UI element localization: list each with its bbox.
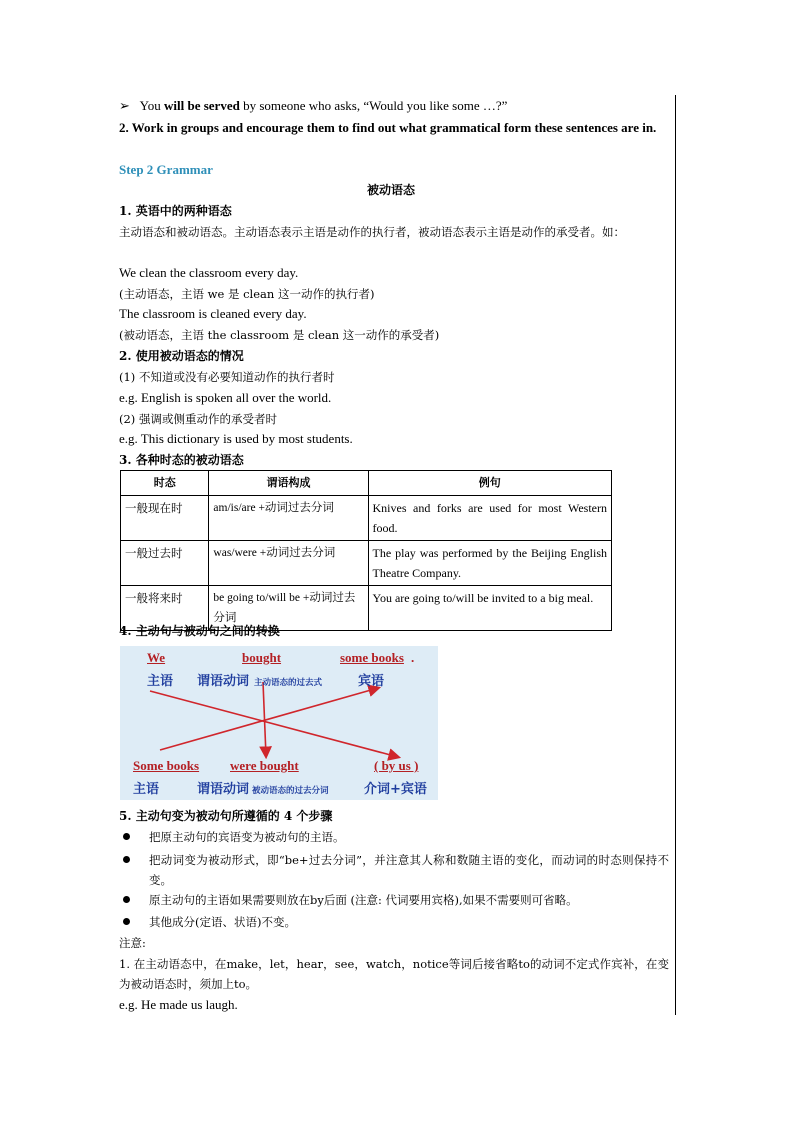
table-header: 谓语构成 [209, 471, 368, 496]
section-2-heading: 2. 使用被动语态的情况 [119, 349, 244, 363]
intro-sentence: ➢ You will be served by someone who asks, “Would you like some …?” [119, 98, 508, 113]
label-subject: 主语 [147, 674, 174, 689]
section-3-heading: 3. 各种时态的被动语态 [119, 453, 244, 467]
label-object: 宾语 [358, 674, 385, 689]
label-predicate: 谓语动词 [197, 674, 250, 689]
table-cell-tense: 一般将来时 [121, 586, 209, 631]
section-1-heading: 1. 英语中的两种语态 [119, 204, 232, 218]
step-item: 原主动句的主语如果需要则放在by后面 (注意: 代词要用宾格),如果不需要则可省略。 [149, 893, 578, 907]
bullet-icon [123, 896, 130, 903]
arrow-bullet-icon: ➢ [119, 98, 130, 113]
conversion-diagram [120, 646, 438, 800]
step-heading: Step 2 Grammar [119, 162, 213, 177]
usage-item-2: (2) 强调或侧重动作的承受者时 [119, 412, 277, 426]
table-cell-example: Knives and forks are used for most Western food. [368, 496, 611, 541]
usage-example-1: e.g. English is spoken all over the world. [119, 390, 332, 405]
section-5-heading: 5. 主动句变为被动句所遵循的 4 个步骤 [119, 809, 333, 823]
label-passive-participle: 被动语态的过去分词 [252, 786, 329, 796]
step-item: 把动词变为被动形式，即“be+过去分词”，并注意其人称和数随主语的变化，而动词的时态则保持不变。 [149, 853, 669, 887]
arrow-verb-down [263, 682, 266, 756]
table-row [121, 496, 612, 541]
table-header: 例句 [368, 471, 611, 496]
example-active-note: (主动语态，主语 we 是 clean 这一动作的执行者) [119, 287, 375, 301]
bullet-icon [123, 856, 130, 863]
section-1-text: 主动语态和被动语态。主动语态表示主语是动作的执行者，被动语态表示主语是动作的承受者。如： [119, 225, 625, 239]
note-label: 注意: [119, 936, 146, 950]
table-header: 时态 [121, 471, 209, 496]
label-predicate-passive: 谓语动词 [197, 782, 250, 797]
example-passive-note: (被动语态，主语 the classroom 是 clean 这一动作的承受者) [119, 328, 440, 342]
example-active: We clean the classroom every day. [119, 265, 299, 280]
diagram-we: We [147, 650, 166, 665]
tense-table [120, 470, 612, 631]
usage-item-1: (1) 不知道或没有必要知道动作的执行者时 [119, 370, 335, 384]
step-item: 把原主动句的宾语变为被动句的主语。 [149, 830, 345, 844]
diagram-were-bought: were bought [230, 758, 299, 773]
arrow-subject-to-object [150, 691, 398, 757]
diagram-bought: bought [242, 650, 282, 665]
table-header-row [121, 471, 612, 496]
arrow-object-to-subject [160, 688, 378, 750]
note-1: 1. 在主动语态中，在make，let，hear，see，watch，notice等词后接省略to的动词不定式作宾补，在变为被动语态时，须加上to。 [119, 957, 669, 991]
table-cell-tense: 一般过去时 [121, 541, 209, 586]
margin-rule [675, 95, 676, 1015]
table-cell-form: was/were +动词过去分词 [209, 541, 368, 586]
table-cell-tense: 一般现在时 [121, 496, 209, 541]
label-active-past: 主动语态的过去式 [254, 678, 323, 688]
diagram-period: . [411, 650, 415, 665]
task-instruction: 2. Work in groups and encourage them to find out what grammatical form these sentences are in. [119, 120, 657, 135]
note-1-example: e.g. He made us laugh. [119, 997, 238, 1012]
diagram-by-us: ( by us ) [374, 758, 419, 773]
example-passive: The classroom is cleaned every day. [119, 306, 307, 321]
bullet-icon [123, 918, 130, 925]
table-cell-example: The play was performed by the Beijing English Theatre Company. [368, 541, 611, 586]
section-4-heading: 4. 主动句与被动句之间的转换 [119, 624, 280, 638]
table-cell-example: You are going to/will be invited to a big meal. [368, 586, 611, 631]
table-cell-form: be going to/will be +动词过去分词 [209, 586, 368, 631]
table-row [121, 541, 612, 586]
doc-title: 被动语态 [367, 183, 416, 197]
bullet-icon [123, 833, 130, 840]
usage-example-2: e.g. This dictionary is used by most students. [119, 431, 353, 446]
diagram-some-books-passive: Some books [133, 758, 200, 773]
diagram-some-books: some books [340, 650, 404, 665]
label-subject-passive: 主语 [133, 782, 160, 797]
table-cell-form: am/is/are +动词过去分词 [209, 496, 368, 541]
step-item: 其他成分(定语、状语)不变。 [149, 915, 296, 929]
label-prep-object: 介词+宾语 [364, 782, 427, 797]
